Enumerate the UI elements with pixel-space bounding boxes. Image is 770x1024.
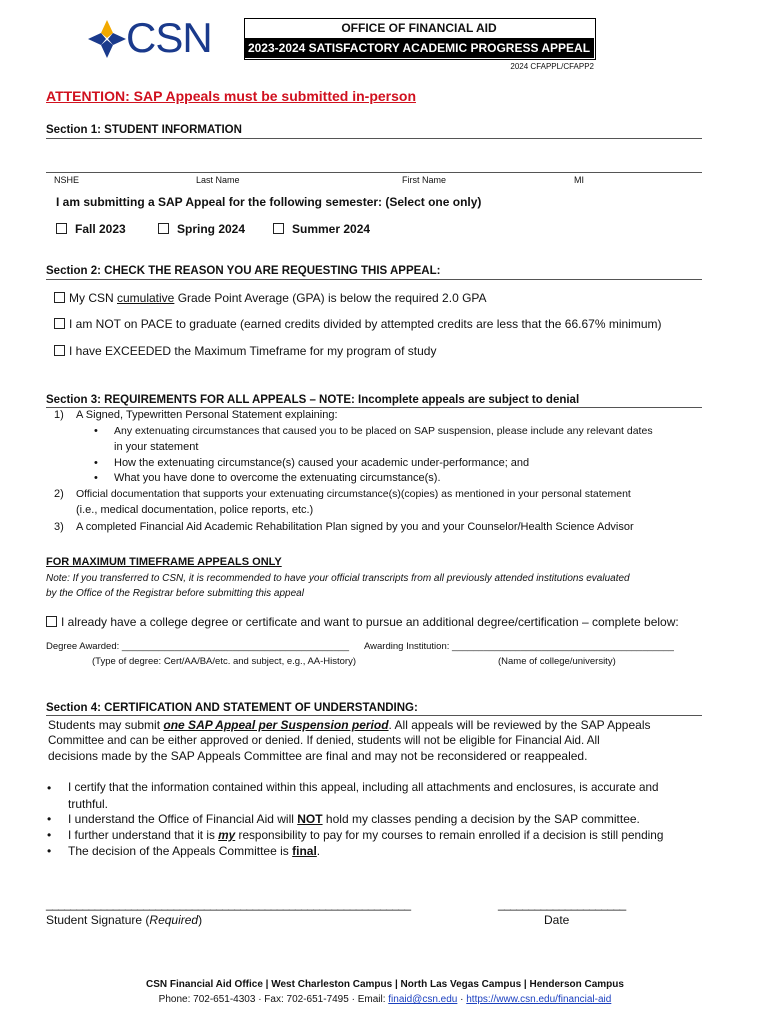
footer-campuses: CSN Financial Aid Office | West Charleston Campus | North Las Vegas Campus | Henderson Campus xyxy=(146,979,624,990)
semester-label-summer: Summer 2024 xyxy=(292,222,371,236)
req-item-1: A Signed, Typewritten Personal Statement explaining: xyxy=(76,409,338,421)
cert-3-emphasis: my xyxy=(218,828,236,842)
cert-3-text-b: responsibility to pay for my courses to remain enrolled if a decision is still pending xyxy=(235,828,664,842)
cert-4-emphasis: final xyxy=(292,844,317,858)
office-title: OFFICE OF FINANCIAL AID xyxy=(341,21,497,35)
semester-option-summer[interactable] xyxy=(273,222,370,236)
section4-rule xyxy=(46,715,702,716)
cert-item-2 xyxy=(68,812,640,826)
req-number-2: 2) xyxy=(54,488,64,500)
bullet: • xyxy=(47,844,52,858)
req-item-1-bullet-3: What you have done to overcome the extenuating circumstance(s). xyxy=(114,472,441,484)
req-number-3: 3) xyxy=(54,521,64,533)
field-label-first-name: First Name xyxy=(402,175,447,185)
csn-logo-mark xyxy=(86,18,128,60)
bullet: • xyxy=(94,472,98,484)
bullet: • xyxy=(47,828,52,842)
cert-item-1a: I certify that the information contained within this appeal, including all attachments and enclosures, is accurate and xyxy=(68,781,659,794)
signature-line[interactable]: ____________________________________________________________ xyxy=(46,897,411,911)
footer-separator: · xyxy=(457,994,467,1005)
form-code: 2024 CFAPPL/CFAPP2 xyxy=(510,62,594,71)
checkbox-summer-2024[interactable] xyxy=(273,223,284,234)
cert-2-text-a: I understand the Office of Financial Aid will xyxy=(68,812,298,826)
signature-label-required: Required xyxy=(149,913,199,927)
section3-rule xyxy=(46,407,702,408)
section2-title: Section 2: CHECK THE REASON YOU ARE REQUESTING THIS APPEAL: xyxy=(46,265,441,277)
section4-title: Section 4: CERTIFICATION AND STATEMENT OF UNDERSTANDING: xyxy=(46,702,418,714)
cert-4-text-b: . xyxy=(316,844,321,858)
section4-para-line-2: Committee and can be either approved or denied. If denied, students will not be eligible for Financial Aid. All xyxy=(48,734,600,747)
cert-2-emphasis: NOT xyxy=(297,812,323,826)
maxtime-note-2: by the Office of the Registrar before submitting this appeal xyxy=(46,588,304,599)
p1-text-a: Students may submit xyxy=(48,718,164,732)
section3-title: Section 3: REQUIREMENTS FOR ALL APPEALS – NOTE: Incomplete appeals are subject to denial xyxy=(46,394,580,406)
cert-4-text-a: The decision of the Appeals Committee is xyxy=(68,844,293,858)
maxtime-degree-check-text: I already have a college degree or certificate and want to pursue an additional degree/certification – complete below: xyxy=(61,615,679,629)
section4-para-line-1 xyxy=(48,718,650,732)
cert-item-4 xyxy=(68,844,320,858)
checkbox-reason-timeframe[interactable] xyxy=(54,345,65,356)
checkbox-spring-2024[interactable] xyxy=(158,223,169,234)
reason-pace[interactable] xyxy=(54,317,662,331)
p1-text-b: . All appeals will be reviewed by the SAP Appeals xyxy=(388,718,651,732)
reason-pace-text: I am NOT on PACE to graduate (earned credits divided by attempted credits are less that the 66.67% minimum) xyxy=(69,317,662,331)
csn-logo-text: CSN xyxy=(126,14,212,61)
signature-label xyxy=(46,913,202,927)
checkbox-fall-2023[interactable] xyxy=(56,223,67,234)
section1-title: Section 1: STUDENT INFORMATION xyxy=(46,124,242,136)
bullet: • xyxy=(94,425,98,437)
semester-label-spring: Spring 2024 xyxy=(177,222,246,236)
footer-contact xyxy=(0,994,770,1005)
section4-para-line-3: decisions made by the SAP Appeals Committee are final and may not be reconsidered or reappealed. xyxy=(48,749,588,763)
reason-gpa[interactable] xyxy=(54,291,487,305)
semester-label-fall: Fall 2023 xyxy=(75,222,126,236)
footer-phone-fax: Phone: 702-651-4303 · Fax: 702-651-7495 · Email: xyxy=(158,994,389,1005)
cert-item-1b: truthful. xyxy=(68,797,109,811)
req-item-2b: (i.e., medical documentation, police reports, etc.) xyxy=(76,504,314,516)
field-label-last-name: Last Name xyxy=(196,175,240,185)
cert-3-text-a: I further understand that it is xyxy=(68,828,219,842)
awarding-institution-field[interactable]: Awarding Institution: __________________________________________ xyxy=(364,641,674,652)
field-label-nshe: NSHE xyxy=(54,175,80,185)
semester-option-spring[interactable] xyxy=(158,222,245,236)
footer-website-link[interactable]: https://www.csn.edu/financial-aid xyxy=(466,994,612,1005)
checkbox-reason-pace[interactable] xyxy=(54,318,65,329)
date-line[interactable]: _____________________ xyxy=(498,897,626,911)
reason-timeframe[interactable] xyxy=(54,344,436,358)
signature-label-b: ) xyxy=(198,913,203,927)
attention-notice: ATTENTION: SAP Appeals must be submitted in-person xyxy=(46,88,416,104)
bullet: • xyxy=(47,812,52,826)
section1-rule xyxy=(46,138,702,139)
form-title: 2023-2024 SATISFACTORY ACADEMIC PROGRESS APPEAL xyxy=(244,38,594,58)
req-item-1-bullet-1b: in your statement xyxy=(114,441,199,453)
section2-rule xyxy=(46,279,702,280)
req-item-1-bullet-1a: Any extenuating circumstances that caused you to be placed on SAP suspension, please include any relevant dates xyxy=(114,425,653,437)
req-item-3: A completed Financial Aid Academic Rehabilitation Plan signed by you and your Counselor/Health Science Advisor xyxy=(76,521,634,533)
req-item-2a: Official documentation that supports your extenuating circumstance(s)(copies) as mentioned in your personal statement xyxy=(76,488,631,500)
maxtime-title: FOR MAXIMUM TIMEFRAME APPEALS ONLY xyxy=(46,556,282,568)
reason-gpa-text-a: My CSN xyxy=(69,291,117,305)
date-label: Date xyxy=(544,913,570,927)
reason-gpa-text-b: Grade Point Average (GPA) is below the required 2.0 GPA xyxy=(174,291,487,305)
degree-awarded-hint: (Type of degree: Cert/AA/BA/etc. and subject, e.g., AA-History) xyxy=(92,656,357,667)
signature-label-a: Student Signature ( xyxy=(46,913,150,927)
maxtime-degree-check[interactable] xyxy=(46,615,679,629)
req-number-1: 1) xyxy=(54,409,64,421)
cert-item-3 xyxy=(68,828,663,842)
checkbox-existing-degree[interactable] xyxy=(46,616,57,627)
req-item-1-bullet-2: How the extenuating circumstance(s) caused your academic under-performance; and xyxy=(114,457,530,469)
semester-option-fall[interactable] xyxy=(56,222,126,236)
cert-2-text-b: hold my classes pending a decision by the SAP committee. xyxy=(322,812,640,826)
p1-emphasis: one SAP Appeal per Suspension period xyxy=(163,718,389,732)
bullet: • xyxy=(94,457,98,469)
awarding-institution-hint: (Name of college/university) xyxy=(498,656,616,667)
degree-awarded-field[interactable]: Degree Awarded: ___________________________________________ xyxy=(46,641,350,652)
student-info-line[interactable] xyxy=(46,172,702,173)
reason-timeframe-text: I have EXCEEDED the Maximum Timeframe for my program of study xyxy=(69,344,437,358)
semester-prompt: I am submitting a SAP Appeal for the following semester: (Select one only) xyxy=(56,195,482,209)
bullet: • xyxy=(47,781,52,795)
reason-gpa-text-underlined: cumulative xyxy=(117,291,175,305)
checkbox-reason-gpa[interactable] xyxy=(54,292,65,303)
footer-email-link[interactable]: finaid@csn.edu xyxy=(388,994,458,1005)
field-label-mi: MI xyxy=(574,175,584,185)
maxtime-note-1: Note: If you transferred to CSN, it is recommended to have your official transcripts from all previously attended institutions evaluated xyxy=(46,573,630,584)
